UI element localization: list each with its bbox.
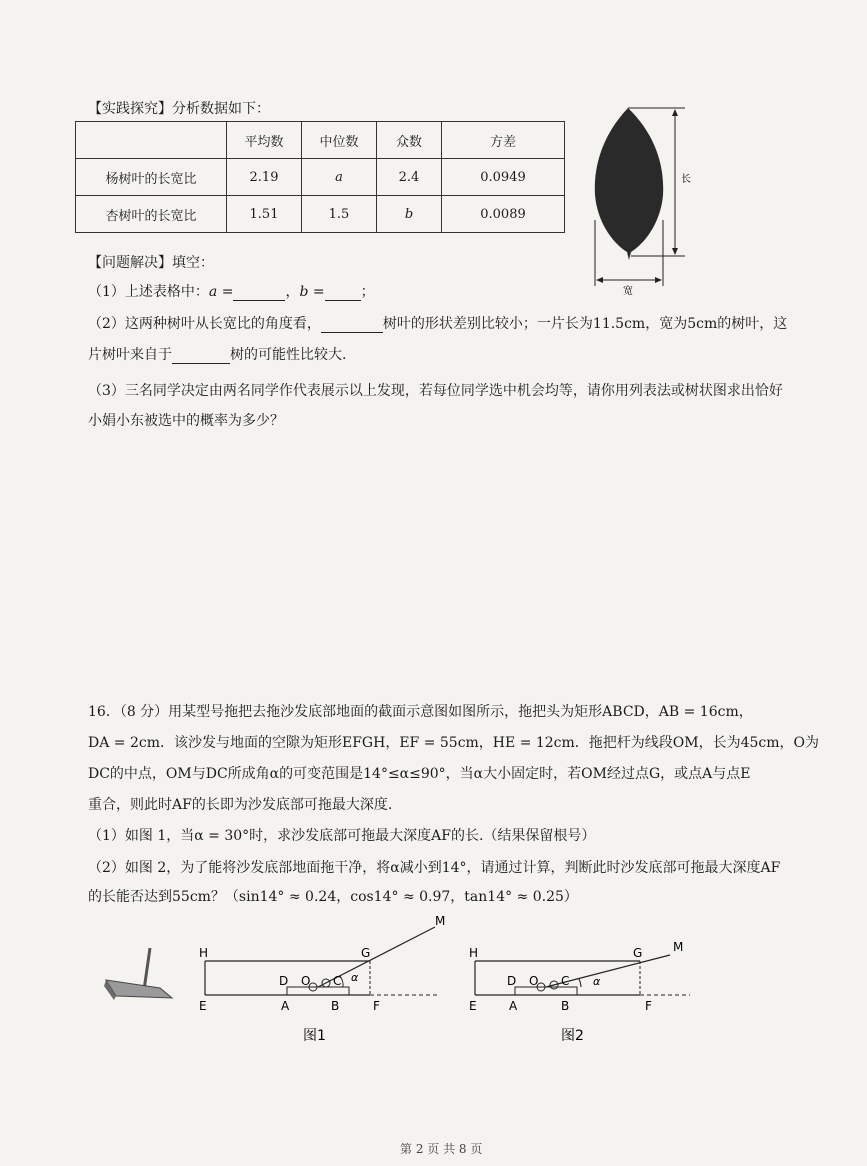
label-b: B [561,999,570,1013]
figure-2 [465,915,725,1050]
mop-rect-abcd [515,987,577,995]
question-2-line-1 [88,313,787,333]
q16-line-4: 重合，则此时AF的长即为沙发底部可拖最大深度. [88,797,393,813]
width-arrow-head [655,277,662,283]
q16-line-3: DC的中点，OM与DC所成角α的可变范围是14°≤α≤90°，当α大小固定时，若OM经过点G，或点A与点E [88,766,751,782]
q2-part1: （2）这两种树叶从长宽比的角度看， [88,316,321,332]
q1-b-blank [325,286,361,301]
width-label: 宽 [623,286,633,297]
label-a: A [509,999,518,1013]
label-a: A [281,999,290,1013]
length-arrow-head [672,109,678,116]
table-header-cell: 众数 [377,122,442,159]
width-arrow-head [596,277,603,283]
problem-solving-heading: 【问题解决】填空： [88,255,214,271]
q1-a-label: a = [208,284,234,300]
q1-prefix: （1）上述表格中： [88,284,209,300]
label-f: F [373,999,380,1013]
label-d: D [507,974,517,988]
q1-comma: ， [285,284,300,300]
label-o: O [529,974,539,988]
label-d: D [279,974,289,988]
label-m: M [435,915,446,928]
q1-end: ； [360,284,375,300]
table-header-cell: 平均数 [227,122,302,159]
stats-table [75,121,565,233]
table-cell: 1.51 [227,196,302,233]
label-alpha: α [351,971,359,984]
mop-handle [144,948,150,990]
table-cell: 2.4 [377,159,442,196]
question-2-line-2 [88,344,346,364]
q16-sub-2-line-2: 的长能否达到55cm？（sin14° ≈ 0.24，cos14° ≈ 0.97，tan14° ≈ 0.25） [88,889,578,905]
mop-rect-abcd [287,987,349,995]
q16-sub-1: （1）如图 1，当α = 30°时，求沙发底部可拖最大深度AF的长.（结果保留根号） [88,828,596,844]
label-e: E [469,999,477,1013]
table-header-cell: 中位数 [302,122,377,159]
label-alpha: α [593,975,601,988]
practice-heading: 【实践探究】分析数据如下： [88,101,270,117]
table-cell: b [377,196,442,233]
table-cell: a [302,159,377,196]
q2-blank-2 [172,349,230,364]
label-m: M [673,940,684,954]
q2-blank-1 [321,318,383,333]
q2-part2: 树叶的形状差别比较小；一片长为11.5cm，宽为5cm的树叶，这 [382,316,788,332]
mop-illustration [100,940,180,1010]
table-cell: 2.19 [227,159,302,196]
table-row [76,196,565,233]
table-cell: 1.5 [302,196,377,233]
figure-1 [195,915,455,1050]
table-row [76,159,565,196]
q1-b-label: b = [299,284,325,300]
question-3-line-2: 小娟小东被选中的概率为多少？ [88,413,284,429]
length-label: 长 [681,174,691,185]
label-g: G [361,946,371,960]
page-footer: 第 2 页 共 8 页 [400,1142,483,1156]
label-c: C [333,974,342,988]
q1-a-blank [233,286,285,301]
label-h: H [469,946,479,960]
leaf-shape [595,108,663,260]
q16-line-1: 16．（8 分）用某型号拖把去拖沙发底部地面的截面示意图如图所示，拖把头为矩形ABCD，AB = 16cm， [88,704,753,720]
label-f: F [645,999,652,1013]
label-h: H [199,946,209,960]
q2-part3: 片树叶来自于 [88,347,172,363]
q16-line-2: DA = 2cm．该沙发与地面的空隙为矩形EFGH，EF = 55cm，HE = 12cm．拖把杆为线段OM，长为45cm，O为 [88,735,820,751]
label-g: G [633,946,643,960]
mop-head [106,980,172,998]
question-1 [88,281,375,301]
leaf-figure [585,100,705,300]
label-o: O [301,974,311,988]
angle-arc [579,979,581,987]
table-cell: 杨树叶的长宽比 [76,159,227,196]
label-b: B [331,999,340,1013]
figure-2-caption: 图2 [561,1028,584,1044]
table-header-row [76,122,565,159]
figure-1-caption: 图1 [303,1028,326,1044]
question-3-line-1: （3）三名同学决定由两名同学作代表展示以上发现，若每位同学选中机会均等，请你用列表法或树状图求出恰好 [88,383,783,399]
table-cell: 杏树叶的长宽比 [76,196,227,233]
label-e: E [199,999,207,1013]
table-header-cell [76,122,227,159]
table-cell: 0.0089 [442,196,565,233]
q2-part4: 树的可能性比较大. [230,347,347,363]
table-header-cell: 方差 [442,122,565,159]
length-arrow-head [672,248,678,255]
table-cell: 0.0949 [442,159,565,196]
label-c: C [561,974,570,988]
q16-sub-2-line-1: （2）如图 2，为了能将沙发底部地面拖干净，将α减小到14°，请通过计算，判断此时沙发底部可拖最大深度AF [88,860,781,876]
